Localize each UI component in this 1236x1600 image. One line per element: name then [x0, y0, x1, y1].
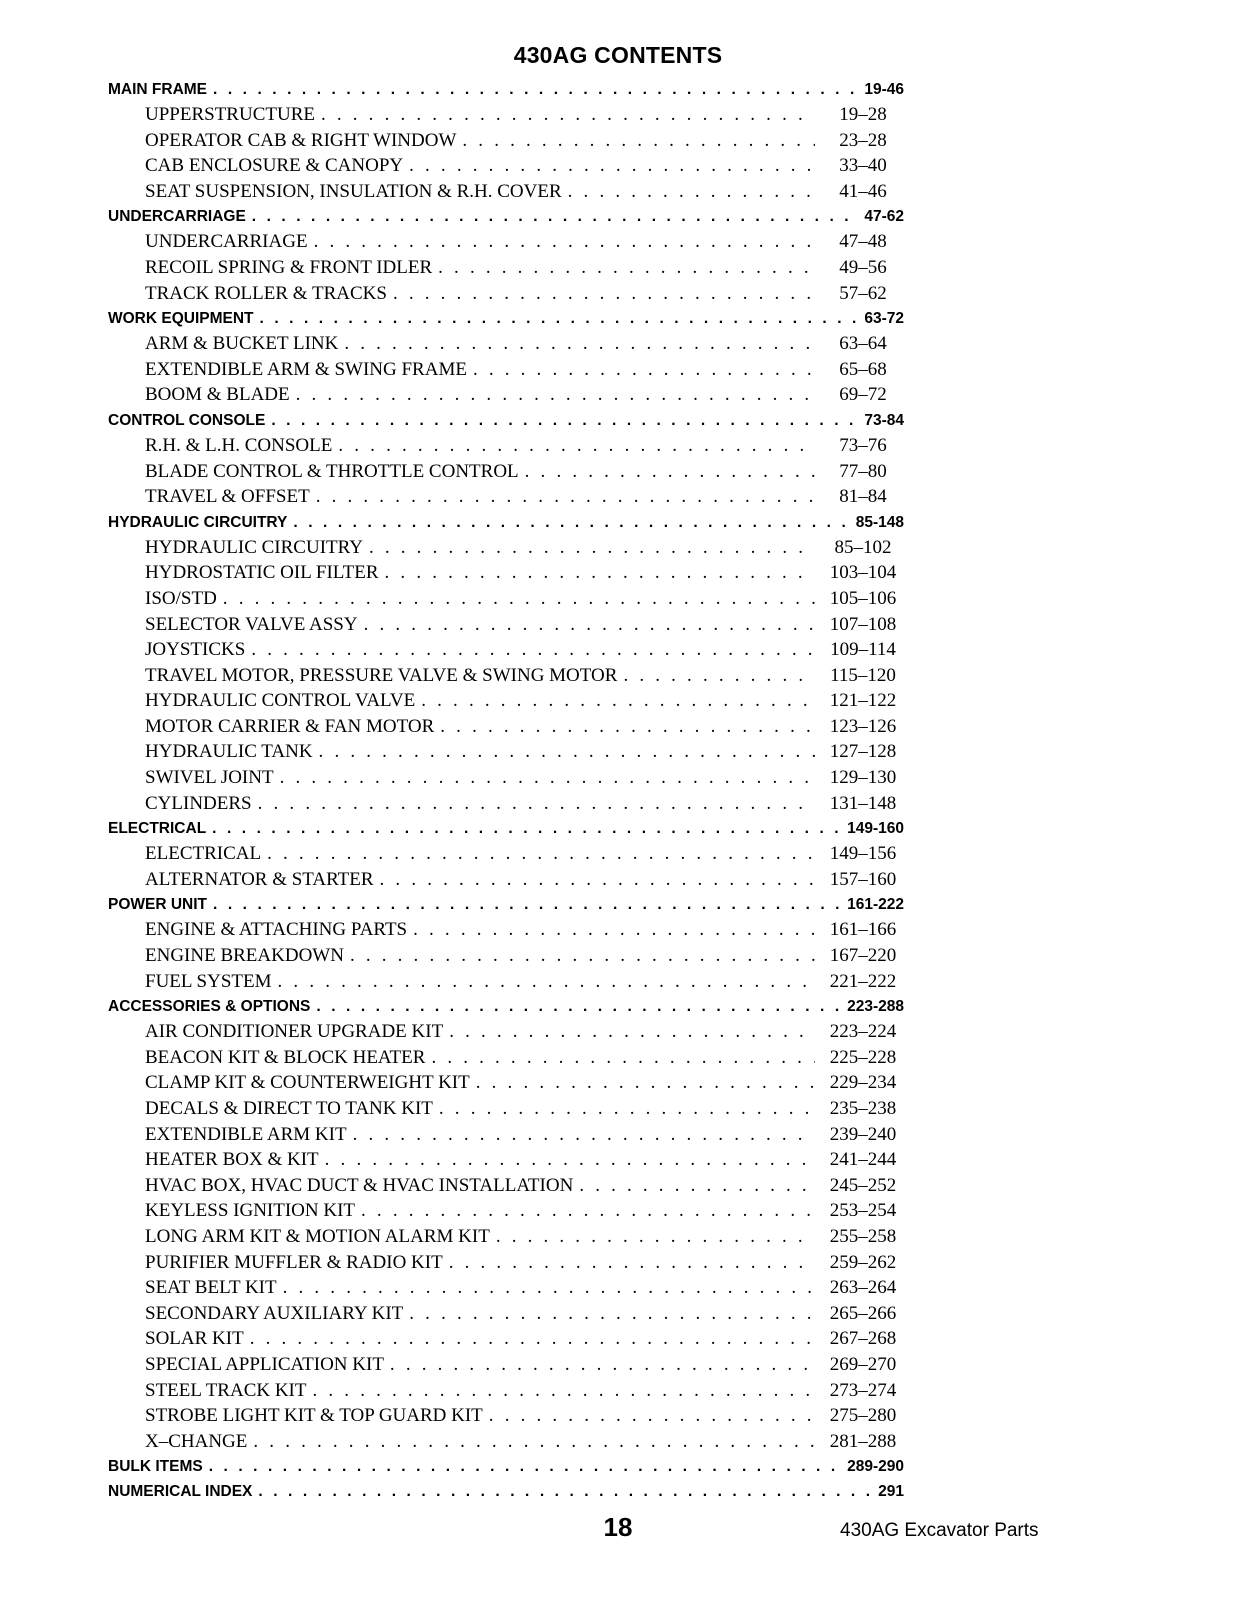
toc-entry-label: SEAT SUSPENSION, INSULATION & R.H. COVER	[145, 180, 562, 202]
toc-entry-row	[145, 382, 911, 408]
dot-leader	[380, 867, 815, 893]
toc-entry-pages: 23–28	[839, 129, 887, 151]
toc-entry-label: FUEL SYSTEM	[145, 970, 272, 992]
toc-entry-label: SWIVEL JOINT	[145, 767, 274, 789]
toc-entry-row	[145, 560, 911, 586]
toc-entry-label: KEYLESS IGNITION KIT	[145, 1200, 356, 1222]
toc-entry-row	[145, 765, 911, 791]
toc-entry-row	[145, 586, 911, 612]
dot-leader	[579, 1173, 815, 1199]
toc-entry-row	[145, 637, 911, 663]
toc-entry-row	[145, 255, 911, 281]
toc-section-pages: 289-290	[847, 1458, 904, 1476]
toc-entry-pages: 245–252	[829, 1174, 897, 1196]
toc-entry-pages: 267–268	[829, 1328, 897, 1350]
toc-entry-pages: 41–46	[839, 180, 887, 202]
dot-leader	[325, 1147, 815, 1173]
toc-entry-pages: 229–234	[829, 1072, 897, 1094]
toc-section-label: POWER UNIT	[108, 896, 208, 914]
dot-leader	[212, 816, 841, 841]
toc-entry-label: TRACK ROLLER & TRACKS	[145, 282, 387, 304]
toc-entry-pages: 221–222	[829, 970, 897, 992]
toc-entry-pages: 81–84	[839, 486, 887, 508]
toc-section-label: CONTROL CONSOLE	[108, 411, 266, 429]
toc-entry-pages: 275–280	[829, 1405, 897, 1427]
dot-leader	[338, 433, 815, 459]
toc-entry-row	[145, 357, 911, 383]
toc-entry-label: ENGINE & ATTACHING PARTS	[145, 919, 408, 941]
toc-entry-row	[145, 128, 911, 154]
toc-entry-label: OPERATOR CAB & RIGHT WINDOW	[145, 129, 457, 151]
dot-leader	[344, 331, 815, 357]
dot-leader	[258, 791, 815, 817]
dot-leader	[361, 1198, 815, 1224]
toc-entry-label: ISO/STD	[145, 587, 217, 609]
toc-entry-pages: 77–80	[839, 460, 887, 482]
table-of-contents	[0, 77, 1236, 1504]
toc-section-label: WORK EQUIPMENT	[108, 310, 254, 328]
toc-entry-row	[145, 1198, 911, 1224]
toc-section-label: MAIN FRAME	[108, 81, 208, 98]
toc-section-pages: 73-84	[864, 411, 904, 429]
toc-entry-row	[145, 484, 911, 510]
toc-entry-row	[145, 791, 911, 817]
toc-section-label: UNDERCARRIAGE	[108, 208, 246, 226]
dot-leader	[390, 1352, 815, 1378]
toc-entry-row	[145, 663, 911, 689]
dot-leader	[293, 510, 849, 535]
dot-leader	[316, 484, 815, 510]
toc-entry-label: LONG ARM KIT & MOTION ALARM KIT	[145, 1225, 490, 1247]
toc-entry-pages: 63–64	[839, 333, 887, 355]
toc-entry-pages: 161–166	[829, 919, 897, 941]
toc-entry-row	[145, 969, 911, 995]
dot-leader	[385, 560, 815, 586]
toc-entry-row	[145, 1045, 911, 1071]
toc-entry-label: PURIFIER MUFFLER & RADIO KIT	[145, 1251, 443, 1273]
toc-entry-row	[145, 739, 911, 765]
toc-entry-pages: 65–68	[839, 358, 887, 380]
toc-entry-row	[145, 867, 911, 893]
toc-entry-pages: 269–270	[829, 1353, 897, 1375]
toc-entry-pages: 149–156	[829, 843, 897, 865]
toc-section-pages: 161-222	[847, 896, 904, 914]
toc-entry-pages: 223–224	[829, 1021, 897, 1043]
dot-leader	[364, 612, 815, 638]
toc-entry-row	[145, 1019, 911, 1045]
toc-entry-row	[145, 331, 911, 357]
toc-entry-label: TRAVEL MOTOR, PRESSURE VALVE & SWING MOTOR	[145, 664, 618, 686]
toc-section-label: ACCESSORIES & OPTIONS	[108, 998, 311, 1016]
toc-entry-row	[145, 1096, 911, 1122]
toc-entry-pages: 225–228	[829, 1046, 897, 1068]
toc-entry-label: CYLINDERS	[145, 792, 252, 814]
dot-leader	[449, 1019, 815, 1045]
toc-section-row	[108, 306, 904, 331]
toc-entry-row	[145, 714, 911, 740]
dot-leader	[258, 1479, 872, 1504]
dot-leader	[321, 102, 815, 128]
toc-entry-label: AIR CONDITIONER UPGRADE KIT	[145, 1021, 444, 1043]
toc-entry-pages: 241–244	[829, 1149, 897, 1171]
dot-leader	[251, 637, 815, 663]
toc-entry-row	[145, 1275, 911, 1301]
toc-entry-row	[145, 943, 911, 969]
toc-entry-pages: 107–108	[829, 613, 897, 635]
toc-entry-label: SEAT BELT KIT	[145, 1277, 277, 1299]
toc-entry-row	[145, 1147, 911, 1173]
dot-leader	[440, 714, 815, 740]
toc-entry-row	[145, 1070, 911, 1096]
toc-entry-label: RECOIL SPRING & FRONT IDLER	[145, 256, 433, 278]
toc-entry-label: HYDRAULIC CIRCUITRY	[145, 536, 363, 558]
dot-leader	[250, 1326, 815, 1352]
toc-entry-pages: 235–238	[829, 1098, 897, 1119]
dot-leader	[278, 969, 815, 995]
toc-section-row	[108, 1479, 904, 1504]
toc-entry-pages: 127–128	[829, 741, 897, 763]
toc-entry-label: TRAVEL & OFFSET	[145, 486, 310, 508]
toc-entry-label: R.H. & L.H. CONSOLE	[145, 434, 333, 456]
toc-entry-row	[145, 1173, 911, 1199]
toc-entry-label: BLADE CONTROL & THROTTLE CONTROL	[145, 460, 519, 482]
toc-entry-label: ENGINE BREAKDOWN	[145, 945, 344, 967]
toc-entry-pages: 73–76	[839, 434, 887, 456]
toc-entry-label: DECALS & DIRECT TO TANK KIT	[145, 1098, 433, 1119]
dot-leader	[350, 943, 815, 969]
dot-leader	[283, 1275, 815, 1301]
toc-entry-pages: 129–130	[829, 767, 897, 789]
dot-leader	[525, 459, 815, 485]
dot-leader	[409, 1301, 815, 1327]
dot-leader	[489, 1403, 815, 1429]
toc-entry-label: ELECTRICAL	[145, 843, 262, 865]
toc-entry-pages: 239–240	[829, 1123, 897, 1145]
toc-entry-pages: 167–220	[829, 945, 897, 967]
toc-entry-row	[145, 535, 911, 561]
toc-entry-label: UPPERSTRUCTURE	[145, 104, 315, 125]
toc-entry-pages: 103–104	[829, 562, 897, 584]
toc-entry-row	[145, 229, 911, 255]
toc-entry-row	[145, 102, 911, 128]
toc-entry-row	[145, 1250, 911, 1276]
toc-entry-row	[145, 1224, 911, 1250]
toc-section-pages: 47-62	[864, 208, 904, 226]
dot-leader	[421, 688, 815, 714]
dot-leader	[213, 77, 858, 102]
toc-entry-row	[145, 153, 911, 179]
toc-entry-label: HYDRAULIC TANK	[145, 741, 313, 763]
toc-section-pages: 149-160	[847, 820, 904, 838]
dot-leader	[439, 1096, 815, 1122]
toc-entry-pages: 33–40	[839, 155, 887, 177]
page-number: 18	[603, 1512, 633, 1542]
toc-section-row	[108, 1454, 904, 1479]
toc-section-row	[108, 510, 904, 535]
toc-entry-label: ARM & BUCKET LINK	[145, 333, 339, 355]
dot-leader	[438, 255, 815, 281]
toc-entry-pages: 265–266	[829, 1302, 897, 1324]
dot-leader	[496, 1224, 815, 1250]
toc-entry-pages: 255–258	[829, 1225, 897, 1247]
toc-entry-label: HEATER BOX & KIT	[145, 1149, 319, 1171]
toc-entry-label: X–CHANGE	[145, 1430, 248, 1452]
dot-leader	[431, 1045, 815, 1071]
toc-section-row	[108, 816, 904, 841]
footer-document-title: 430AG Excavator Parts	[840, 1520, 1039, 1541]
toc-entry-pages: 253–254	[829, 1200, 897, 1222]
toc-entry-label: SECONDARY AUXILIARY KIT	[145, 1302, 404, 1324]
dot-leader	[369, 535, 815, 561]
toc-section-label: NUMERICAL INDEX	[108, 1483, 253, 1501]
dot-leader	[473, 357, 815, 383]
toc-entry-label: STEEL TRACK KIT	[145, 1379, 307, 1401]
dot-leader	[313, 1378, 816, 1404]
toc-section-pages: 85-148	[855, 513, 904, 531]
dot-leader	[462, 128, 815, 154]
toc-entry-row	[145, 917, 911, 943]
toc-entry-label: EXTENDIBLE ARM & SWING FRAME	[145, 358, 467, 380]
dot-leader	[393, 281, 815, 307]
dot-leader	[449, 1250, 815, 1276]
toc-section-pages: 291	[878, 1483, 904, 1501]
toc-entry-pages: 281–288	[829, 1430, 897, 1452]
toc-entry-label: CLAMP KIT & COUNTERWEIGHT KIT	[145, 1072, 470, 1094]
toc-entry-label: ALTERNATOR & STARTER	[145, 868, 374, 890]
toc-section-pages: 19-46	[864, 81, 904, 98]
toc-entry-pages: 131–148	[829, 792, 897, 814]
dot-leader	[568, 179, 815, 205]
dot-leader	[253, 1429, 815, 1455]
dot-leader	[623, 663, 815, 689]
toc-entry-label: STROBE LIGHT KIT & TOP GUARD KIT	[145, 1405, 483, 1427]
toc-entry-row	[145, 1403, 911, 1429]
toc-entry-label: HYDROSTATIC OIL FILTER	[145, 562, 379, 584]
toc-entry-label: UNDERCARRIAGE	[145, 231, 308, 253]
toc-section-row	[108, 892, 904, 917]
toc-entry-row	[145, 1352, 911, 1378]
toc-entry-pages: 115–120	[830, 664, 896, 686]
toc-entry-pages: 121–122	[829, 690, 897, 712]
toc-entry-label: JOYSTICKS	[145, 639, 246, 661]
toc-entry-pages: 259–262	[829, 1251, 897, 1273]
toc-entry-row	[145, 1429, 911, 1455]
toc-entry-row	[145, 281, 911, 307]
dot-leader	[314, 229, 815, 255]
toc-entry-label: CAB ENCLOSURE & CANOPY	[145, 155, 404, 177]
dot-leader	[209, 1454, 841, 1479]
dot-leader	[260, 306, 859, 331]
dot-leader	[316, 994, 841, 1019]
toc-entry-pages: 105–106	[829, 587, 897, 609]
toc-entry-row	[145, 433, 911, 459]
toc-section-row	[108, 204, 904, 229]
toc-entry-row	[145, 612, 911, 638]
dot-leader	[413, 917, 815, 943]
toc-entry-pages: 157–160	[829, 868, 897, 890]
toc-entry-label: HVAC BOX, HVAC DUCT & HVAC INSTALLATION	[145, 1174, 574, 1196]
dot-leader	[280, 765, 815, 791]
page-title: 430AG CONTENTS	[513, 42, 723, 68]
toc-entry-row	[145, 688, 911, 714]
toc-entry-pages: 109–114	[830, 639, 896, 661]
toc-entry-pages: 49–56	[839, 256, 887, 278]
toc-entry-label: SPECIAL APPLICATION KIT	[145, 1353, 384, 1375]
toc-section-pages: 63-72	[864, 310, 904, 328]
toc-entry-row	[145, 459, 911, 485]
toc-entry-pages: 85–102	[834, 536, 892, 558]
toc-entry-label: SELECTOR VALVE ASSY	[145, 613, 358, 635]
dot-leader	[409, 153, 815, 179]
toc-entry-label: EXTENDIBLE ARM KIT	[145, 1123, 347, 1145]
toc-entry-pages: 57–62	[839, 282, 887, 304]
toc-section-label: ELECTRICAL	[108, 820, 207, 838]
toc-entry-pages: 273–274	[829, 1379, 897, 1401]
toc-entry-label: BOOM & BLADE	[145, 384, 290, 406]
toc-entry-label: HYDRAULIC CONTROL VALVE	[145, 690, 416, 712]
toc-entry-label: SOLAR KIT	[145, 1328, 244, 1350]
toc-entry-row	[145, 179, 911, 205]
dot-leader	[296, 382, 815, 408]
toc-section-row	[108, 994, 904, 1019]
toc-entry-pages: 69–72	[839, 384, 887, 406]
dot-leader	[319, 739, 815, 765]
toc-section-pages: 223-288	[847, 998, 904, 1016]
toc-entry-label: BEACON KIT & BLOCK HEATER	[145, 1046, 426, 1068]
dot-leader	[213, 892, 841, 917]
dot-leader	[223, 586, 815, 612]
toc-entry-pages: 19–28	[839, 104, 887, 125]
toc-section-label: HYDRAULIC CIRCUITRY	[108, 513, 288, 531]
dot-leader	[476, 1070, 815, 1096]
toc-entry-row	[145, 1122, 911, 1148]
dot-leader	[252, 204, 859, 229]
toc-entry-row	[145, 841, 911, 867]
toc-entry-row	[145, 1301, 911, 1327]
toc-entry-pages: 47–48	[839, 231, 887, 253]
dot-leader	[271, 408, 858, 433]
toc-entry-row	[145, 1326, 911, 1352]
toc-entry-label: MOTOR CARRIER & FAN MOTOR	[145, 715, 435, 737]
toc-entry-row	[145, 1378, 911, 1404]
toc-entry-pages: 123–126	[829, 715, 897, 737]
toc-section-row	[108, 77, 904, 102]
dot-leader	[353, 1122, 815, 1148]
dot-leader	[267, 841, 815, 867]
toc-section-label: BULK ITEMS	[108, 1458, 203, 1476]
toc-section-row	[108, 408, 904, 433]
toc-entry-pages: 263–264	[829, 1277, 897, 1299]
